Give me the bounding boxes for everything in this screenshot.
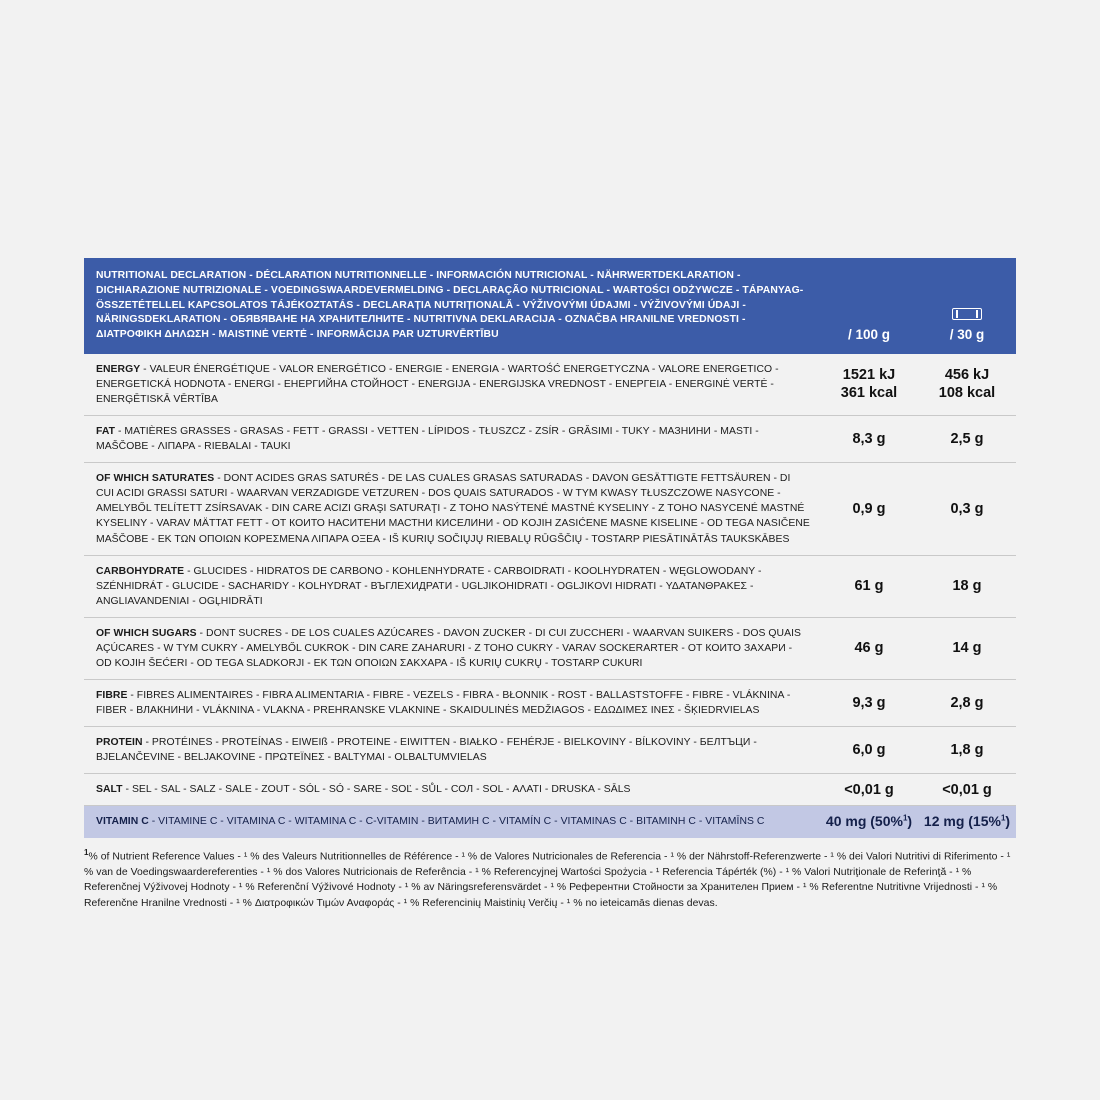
table-row-vitamin-c xyxy=(84,806,1016,838)
nutrient-vitamin-c-30g-value: 12 mg (15% xyxy=(923,813,1001,830)
nutrient-vitamin-c-30g-ref: 1 xyxy=(1000,813,1006,823)
table-row xyxy=(84,555,1016,617)
nutrient-protein-translations: - PROTÉINES - PROTEÍNAS - EIWEIß - PROTEINE - EIWITTEN - BIAŁKO - FEHÉRJE - BIELKOVINY - BÍLKOVINY - БЕЛТЪЦИ - BJELANČEVINE - BELJAKOVINE - ΠΡΩΤΕΪΝΕΣ - BALTYMAI - OLBALTUMVIELAS xyxy=(96,737,757,764)
nutrient-saturates-label: OF WHICH SATURATES xyxy=(96,473,215,485)
table-row xyxy=(84,680,1016,727)
header-languages: NUTRITIONAL DECLARATION - DÉCLARATION NUTRITIONNELLE - INFORMACIÓN NUTRICIONAL - NÄHRWERTDEKLARATION - DICHIARAZIONE NUTRIZIONALE - VOEDINGSWAARDEVERMELDING - DECLARAÇÃO NUTRICIONAL - WARTOŚCI ODŻYWCZE - TÁPANYAG-ÖSSZETÉTELLEL KAPCSOLATOS TÁJÉKOZTATÁS - DECLARAȚIA NUTRIȚIONALĂ - VÝŽIVOVÝMI ÚDAJMI - VÝŽIVOVÝMI ÚDAJI - NÄRINGSDEKLARATION - ОБЯВЯВАНЕ НА ХРАНИТЕЛНИТЕ - NUTRITIVNA DEKLARACIJA - OZNAČBA HRANILNE VREDNOSTI - ΔΙΑΤΡΟΦΙΚΗ ΔΗΛΩΣΗ - MAISTINĖ VERTĖ - INFORMĀCIJA PAR UZTURVĒRTĪBU xyxy=(96,270,804,341)
nutrient-saturates-translations: - DONT ACIDES GRAS SATURÉS - DE LAS CUALES GRASAS SATURADAS - DAVON GESÄTTIGTE FETTSÄUREN - DI CUI ACIDI GRASSI SATURI - WAARVAN VERZADIGDE VETZUREN - DOS QUAIS SATURADOS - W TYM KWASY TŁUSZCZOWE NASYCONE - AMELYBŐL TELÍTETT ZSÍRSAVAK - DIN CARE ACIZI GRAŞI SATURAŢI - Z TOHO NASÝTENÉ MASTNÉ KYSELINY - Z TOHO NASYCENÉ MASTNÉ KYSELINY - VARAV MÄTTAT FETT - ОТ КОИТО НАСИТЕНИ МАСТНИ КИСЕЛИНИ - OD KOJIH ZASIĆENE MASNE KISELINE - OD TEGA NASIČENE MAŠČOBE - ΕΚ ΤΩΝ ΟΠΟΙΩΝ ΚΟΡΕΣΜΕΝΑ ΛΙΠΑΡΑ ΟΞΕΑ - IŠ KURIŲ SOČIŲJŲ RIEBALŲ RŪGŠČIŲ - TOSTARP PIESĀTINĀTĀS TAUKSKĀBES xyxy=(96,473,810,545)
nutrition-declaration-table xyxy=(84,258,1016,838)
nutrient-fibre-100g: 9,3 g xyxy=(820,680,918,727)
nutrition-table-sheet xyxy=(84,258,1016,911)
nutrient-vitamin-c-100g-ref: 1 xyxy=(902,813,908,823)
column-header-100g-label: / 100 g xyxy=(847,326,891,342)
nutrient-energy-label: ENERGY xyxy=(96,363,141,375)
nutrient-vitamin-c-100g xyxy=(820,806,918,838)
column-header-30g xyxy=(918,258,1016,354)
nutrient-sugars-translations: - DONT SUCRES - DE LOS CUALES AZÚCARES - DAVON ZUCKER - DI CUI ZUCCHERI - WAARVAN SUIKERS - DOS QUAIS AÇÚCARES - W TYM CUKRY - AMELYBŐL CUKROK - DIN CARE ZAHARURI - Z TOHO CUKRY - VARAV SOCKERARTER - ОТ КОИТО ЗАХАРИ - OD KOJIH ŠEĆERI - OD TEGA SLADKORJI - ΕΚ ΤΩΝ ΟΠΟΙΩΝ ΣΑΚΧΑΡΑ - IŠ KURIŲ CUKRŲ - TOSTARP CUKURI xyxy=(96,627,801,669)
table-header-row xyxy=(84,258,1016,354)
nutrient-protein-30g: 1,8 g xyxy=(918,727,1016,774)
nutrient-salt-30g: <0,01 g xyxy=(918,774,1016,806)
nutrient-fibre-label: FIBRE xyxy=(96,690,128,702)
nutrient-protein-100g: 6,0 g xyxy=(820,727,918,774)
nutrient-salt-description xyxy=(84,774,820,806)
nutrient-saturates-description xyxy=(84,463,820,555)
nutrient-saturates-100g: 0,9 g xyxy=(820,463,918,555)
nutrient-carbohydrate-30g: 18 g xyxy=(918,555,1016,617)
nutrient-carbohydrate-description xyxy=(84,555,820,617)
nutrient-fibre-30g: 2,8 g xyxy=(918,680,1016,727)
nutrient-energy-100g-kj: 1521 kJ xyxy=(842,366,896,383)
column-header-100g xyxy=(820,258,918,354)
table-row xyxy=(84,416,1016,463)
nutrient-carbohydrate-100g: 61 g xyxy=(820,555,918,617)
nutrient-energy-description xyxy=(84,354,820,416)
nutrient-protein-label: PROTEIN xyxy=(96,737,143,749)
nutrient-salt-100g: <0,01 g xyxy=(820,774,918,806)
nutrient-fat-translations: - MATIÈRES GRASSES - GRASAS - FETT - GRASSI - VETTEN - LÍPIDOS - TŁUSZCZ - ZSÍR - GRĂSIMI - TUKY - МАЗНИНИ - MASTI - MAŠČOBE - ΛΙΠΑΡΑ - RIEBALAI - TAUKI xyxy=(96,426,759,453)
nutrient-salt-label: SALT xyxy=(96,784,123,796)
table-row xyxy=(84,774,1016,806)
nutrient-carbohydrate-label: CARBOHYDRATE xyxy=(96,565,185,577)
nutrient-fat-description xyxy=(84,416,820,463)
pack-icon xyxy=(952,308,982,320)
nutrient-sugars-100g: 46 g xyxy=(820,617,918,679)
nutrient-vitamin-c-30g xyxy=(918,806,1016,838)
footnote-text: % of Nutrient Reference Values - ¹ % des Valeurs Nutritionnelles de Référence - ¹ % de Valores Nutricionales de Referencia - ¹ % der Nährstoff-Referenzwerte - ¹ % dei Valori Nutritivi di Riferimento - ¹ % van de Voedingswaardereferenties - ¹ % dos Valores Nutricionais de Referência - ¹ % Referencyjnej Wartości Spożycia - ¹ Referencia Tápérték (%) - ¹ % Valori Nutriţionale de Referinţă - ¹ % Referenčnej Výživovej Hodnoty - ¹ % Referenční Výživové Hodnoty - ¹ % av Näringsreferensvärdet - ¹ % Референтни Стойности за Хранителен Прием - ¹ % Referentne Nutritivne Vrijednosti - ¹ % Referenčne Hranilne Vrednosti - ¹ % Διατροφικών Τιμών Αναφοράς - ¹ % Referencinių Maistinių Verčių - ¹ % no ieteicamās dienas devas. xyxy=(84,851,1011,909)
nutrient-carbohydrate-translations: - GLUCIDES - HIDRATOS DE CARBONO - KOHLENHYDRATE - CARBOIDRATI - KOOLHYDRATEN - WĘGLOWODANY - SZÉNHIDRÁT - GLUCIDE - SACHARIDY - KOLHYDRAT - ВЪГЛЕХИДРАТИ - UGLJIKOHIDRATI - OGLJIKOVI HIDRATI - ΥΔΑΤΑΝΘΡΑΚΕΣ - ANGLIAVANDENIAI - OGĻHIDRĀTI xyxy=(96,565,762,607)
nutrient-energy-100g xyxy=(820,354,918,416)
nutrient-energy-30g xyxy=(918,354,1016,416)
nutrient-energy-30g-kj: 456 kJ xyxy=(944,366,990,383)
nutrient-energy-30g-kcal: 108 kcal xyxy=(938,385,996,402)
nutrient-fibre-description xyxy=(84,680,820,727)
footnote xyxy=(84,847,1016,912)
nutrient-fat-100g: 8,3 g xyxy=(820,416,918,463)
nutrient-vitamin-c-100g-tail: ) xyxy=(907,813,913,830)
table-row xyxy=(84,463,1016,555)
nutrient-vitamin-c-30g-tail: ) xyxy=(1005,813,1011,830)
nutrient-salt-translations: - SEL - SAL - SALZ - SALE - ZOUT - SÓL - SÓ - SARE - SOĽ - SŮL - СОЛ - SOL - ΑΛΑΤΙ - DRUSKA - SĀLS xyxy=(122,784,631,796)
footnote-marker: 1 xyxy=(84,847,89,857)
nutrient-saturates-30g: 0,3 g xyxy=(918,463,1016,555)
nutrient-fibre-translations: - FIBRES ALIMENTAIRES - FIBRA ALIMENTARIA - FIBRE - VEZELS - FIBRA - BŁONNIK - ROST - BALLASTSTOFFE - FIBRE - VLÁKNINA - FIBER - ВЛАКНИНИ - VLÁKNINA - VLAKNA - PREHRANSKE VLAKNINE - SKAIDULINĖS MEDŽIAGOS - ΕΔΩΔΙΜΕΣ ΙΝΕΣ - ŠĶIEDRVIELAS xyxy=(96,690,791,717)
nutrient-sugars-description xyxy=(84,617,820,679)
nutrient-sugars-30g: 14 g xyxy=(918,617,1016,679)
table-row xyxy=(84,617,1016,679)
nutrient-vitamin-c-label: VITAMIN C xyxy=(96,816,149,828)
nutrient-energy-translations: - VALEUR ÉNERGÉTIQUE - VALOR ENERGÉTICO - ENERGIE - ENERGIA - WARTOŚĆ ENERGETYCZNA - VALORE ENERGETICO - ENERGETICKÁ HODNOTA - ENERGI - ЕНЕРГИЙНА СТОЙНОСТ - ENERGIJA - ENERGIJSKA VREDNOST - ΕΝΕΡΓΕΙΑ - ENERGINĖ VERTĖ - ENERĢĒTISKĀ VĒRTĪBA xyxy=(96,363,779,405)
column-header-30g-label: / 30 g xyxy=(949,326,985,342)
nutrient-protein-description xyxy=(84,727,820,774)
nutrient-energy-100g-kcal: 361 kcal xyxy=(840,385,898,402)
nutrient-fat-30g: 2,5 g xyxy=(918,416,1016,463)
table-row xyxy=(84,727,1016,774)
nutrient-sugars-label: OF WHICH SUGARS xyxy=(96,627,197,639)
nutrient-vitamin-c-100g-value: 40 mg (50% xyxy=(825,813,903,830)
nutrient-fat-label: FAT xyxy=(96,426,116,438)
nutrient-vitamin-c-translations: - VITAMINE C - VITAMINA C - WITAMINA C - C-VITAMIN - ВИТАМИН С - VITAMÍN C - VITAMINAS C - BITAMINH C - VITAMĪNS C xyxy=(148,816,765,828)
table-row xyxy=(84,354,1016,416)
nutrient-vitamin-c-description xyxy=(84,806,820,838)
